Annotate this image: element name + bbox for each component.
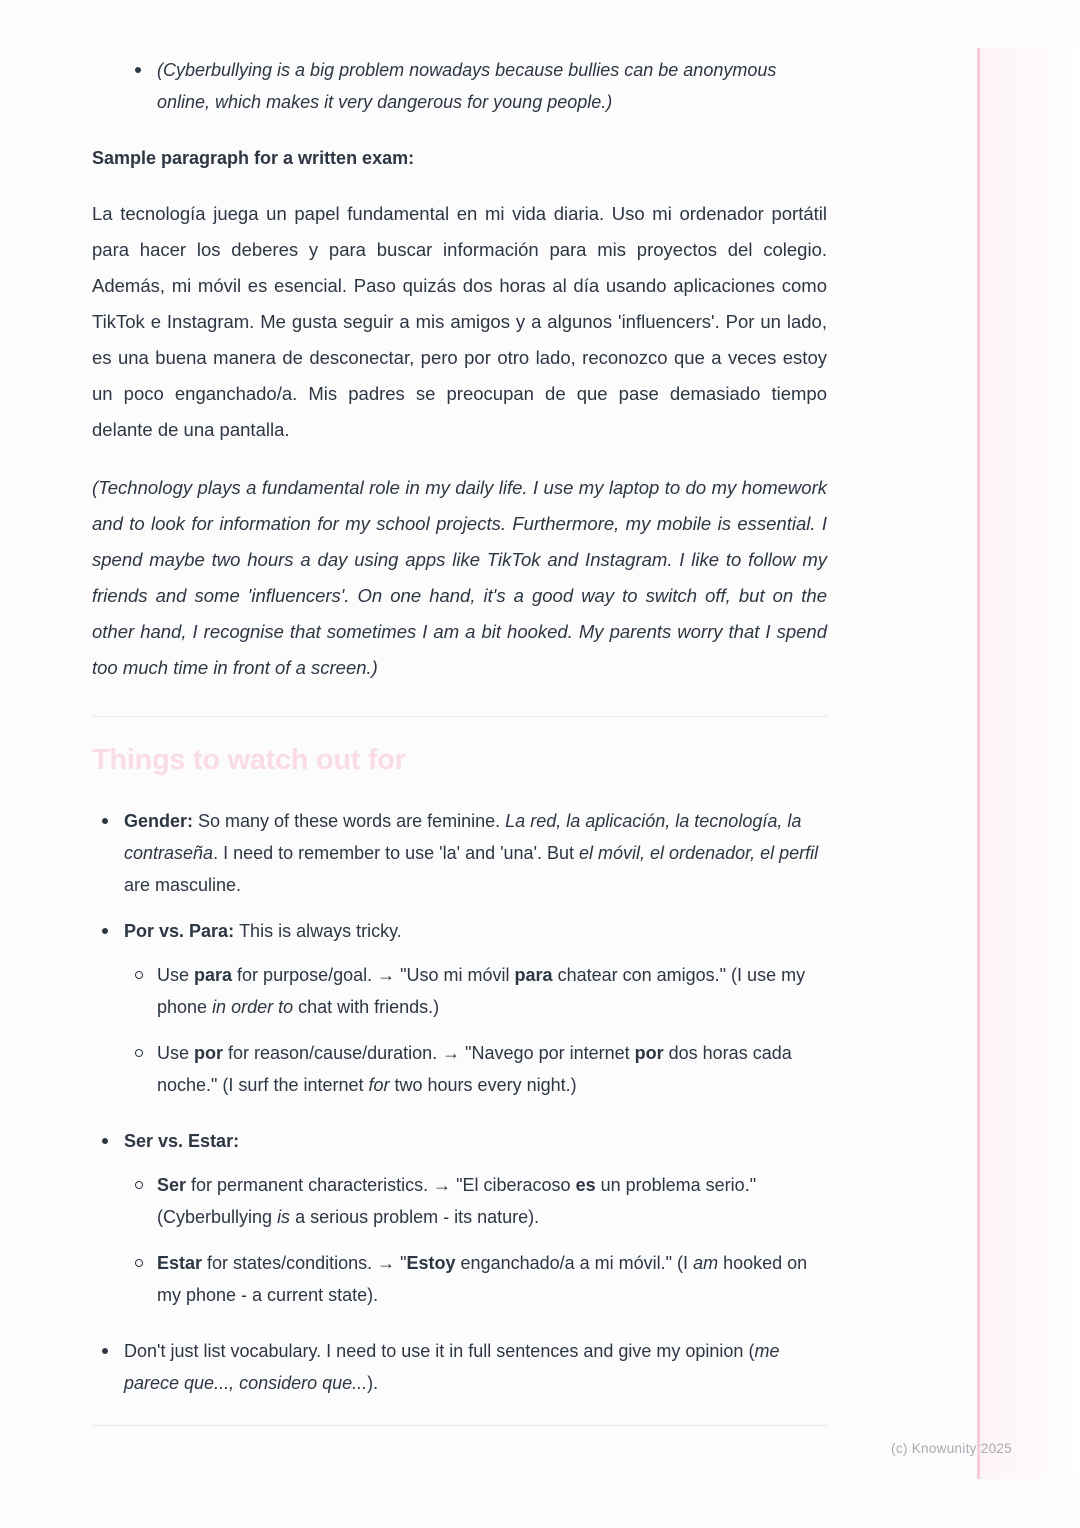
list-item-text: So many of these words are feminine. [198, 811, 506, 831]
watch-out-list [92, 805, 827, 1399]
bottom-divider [92, 1425, 827, 1426]
watch-out-section-heading: Things to watch out for [92, 744, 406, 776]
list-item-text: chatear con amigos." (I use my phone [157, 965, 806, 1017]
list-item-text: (Cyberbullying is a big problem nowadays because bullies can be anonymous online, which makes it very dangerous for young people.) [157, 60, 777, 112]
list-item-text: are masculine. [124, 875, 242, 895]
list-item-text: ). [367, 1373, 379, 1393]
list-item-text: in order to [212, 997, 294, 1017]
list-item-text: Use [157, 1043, 195, 1063]
list-item-text: me parece que..., considero que... [124, 1341, 780, 1393]
list-item-text: for reason/cause/duration. → "Navego por internet [223, 1043, 635, 1063]
list-item-text: two hours every night.) [389, 1075, 577, 1095]
list-item [92, 959, 827, 1023]
list-item-text: hooked on my phone - a current state). [157, 1253, 808, 1305]
list-item-text: Use [157, 965, 195, 985]
list-item-text: Ser [157, 1175, 187, 1195]
list-item-text: for purpose/goal. → "Uso mi móvil [232, 965, 515, 985]
list-item-text: el móvil, el ordenador, el perfil [579, 843, 819, 863]
list-item [92, 915, 827, 947]
list-item [92, 1125, 827, 1157]
page-content [92, 0, 827, 1426]
list-item-text: . I need to remember to use 'la' and 'una'. But [213, 843, 580, 863]
list-item-text: La red, la aplicación, la tecnología, la contraseña [124, 811, 802, 863]
list-item-text: for [368, 1075, 390, 1095]
list-item [92, 805, 827, 901]
page-edge-band [980, 48, 1080, 1479]
list-item-text: dos horas cada noche." (I surf the internet [157, 1043, 792, 1095]
list-item-text: es [575, 1175, 596, 1195]
list-item-text: a serious problem - its nature). [290, 1207, 540, 1227]
list-item-text: Por vs. Para: [124, 921, 240, 941]
list-item-text: for permanent characteristics. → "El ciberacoso [186, 1175, 576, 1195]
list-item-text: Gender: [124, 811, 199, 831]
list-item-text: para [194, 965, 233, 985]
list-item [92, 1037, 827, 1101]
list-item [92, 54, 827, 118]
list-item-text: por [634, 1043, 664, 1063]
list-item-text: This is always tricky. [239, 921, 402, 941]
list-item-text: para [514, 965, 553, 985]
list-item [92, 1335, 827, 1399]
list-item-text: for states/conditions. → " [202, 1253, 407, 1273]
list-item-text: chat with friends.) [293, 997, 440, 1017]
list-item-text: am [693, 1253, 719, 1273]
list-item-text: is [277, 1207, 291, 1227]
list-item-text: un problema serio." (Cyberbullying [157, 1175, 757, 1227]
list-item-text: Estar [157, 1253, 203, 1273]
section-divider [92, 716, 827, 717]
list-item-text: Ser vs. Estar: [124, 1131, 240, 1151]
english-translation-paragraph: (Technology plays a fundamental role in my daily life. I use my laptop to do my homework and to look for information for my school projects. Furthermore, my mobile is essential. I spend maybe two hours a day using apps like TikTok and Instagram. I like to follow my friends and some 'influencers'. On one hand, it's a good way to switch off, but on the other hand, I recognise that sometimes I am a bit hooked. My parents worry that I spend too much time in front of a screen.) [92, 477, 827, 678]
sample-paragraph-heading: Sample paragraph for a written exam: [92, 148, 415, 168]
page-edge-line [977, 48, 980, 1479]
list-item [92, 1169, 827, 1233]
list-item-text: por [194, 1043, 224, 1063]
list-item-text: Don't just list vocabulary. I need to use it in full sentences and give my opinion ( [124, 1341, 755, 1361]
copyright-footer: (c) Knowunity 2025 [891, 1441, 1012, 1456]
list-item-text: enganchado/a a mi móvil." (I [455, 1253, 694, 1273]
list-item [92, 1247, 827, 1311]
intro-list [92, 54, 827, 118]
list-item-text: Estoy [406, 1253, 456, 1273]
spanish-paragraph: La tecnología juega un papel fundamental en mi vida diaria. Uso mi ordenador portátil para hacer los deberes y para buscar información para mis proyectos del colegio. Además, mi móvil es esencial. Paso quizás dos horas al día usando aplicaciones como TikTok e Instagram. Me gusta seguir a mis amigos y a algunos 'influencers'. Por un lado, es una buena manera de desconectar, pero por otro lado, reconozco que a veces estoy un poco enganchado/a. Mis padres se preocupan de que pase demasiado tiempo delante de una pantalla. [92, 203, 827, 440]
